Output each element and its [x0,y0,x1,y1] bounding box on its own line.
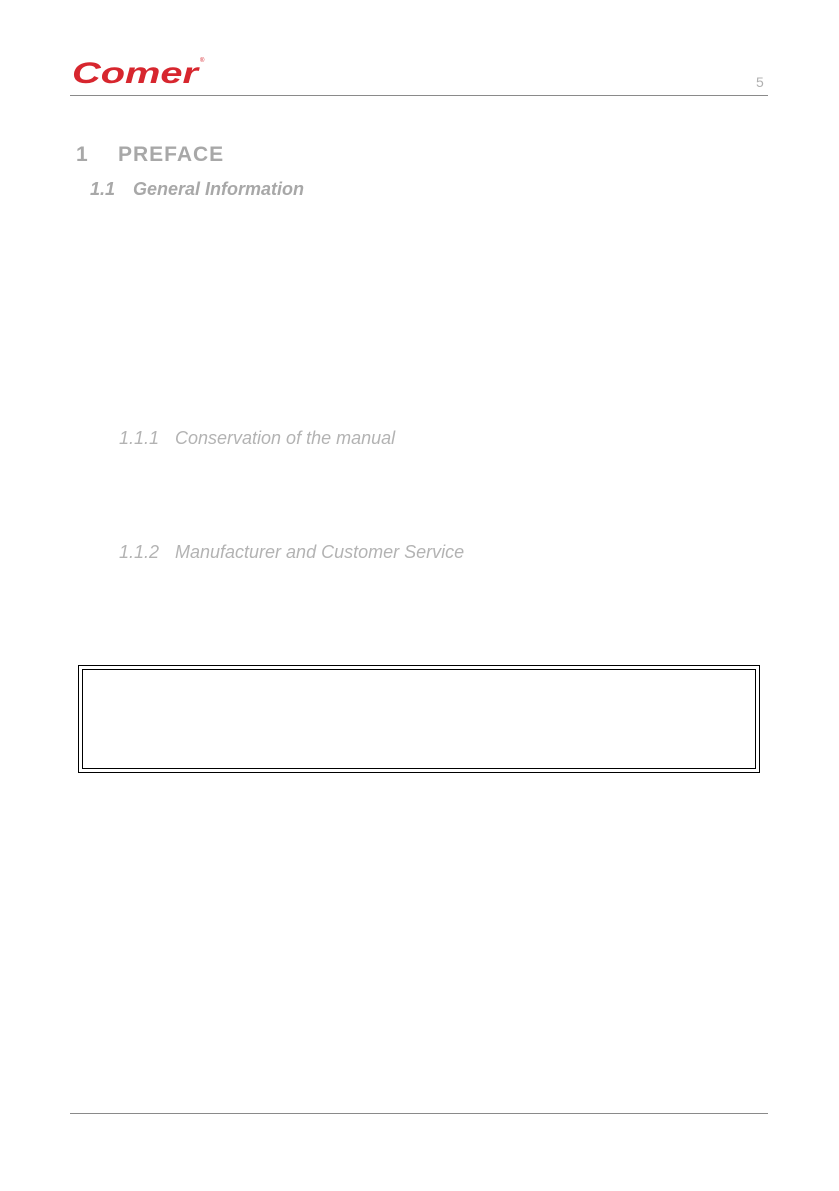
heading-number: 1 [76,143,89,166]
heading-number: 1.1.1 [119,428,160,448]
notice-box-inner-border [82,669,756,769]
heading-title: Conservation of the manual [175,428,396,448]
logo-wordmark: Comer [72,57,202,90]
registered-mark-icon: ® [200,58,205,64]
notice-box [78,665,760,773]
heading-title: Manufacturer and Customer Service [175,542,465,562]
heading-number: 1.1 [90,179,116,199]
heading-conservation-of-manual [119,428,395,449]
page-number: 5 [756,74,764,90]
heading-title: PREFACE [118,143,225,166]
heading-general-information [90,179,304,200]
heading-manufacturer-customer-service [119,542,464,563]
heading-preface [76,143,224,167]
comer-logo [70,56,210,90]
header-divider [70,95,768,96]
heading-title: General Information [133,179,305,199]
heading-number: 1.1.2 [119,542,160,562]
footer-divider [70,1113,768,1114]
